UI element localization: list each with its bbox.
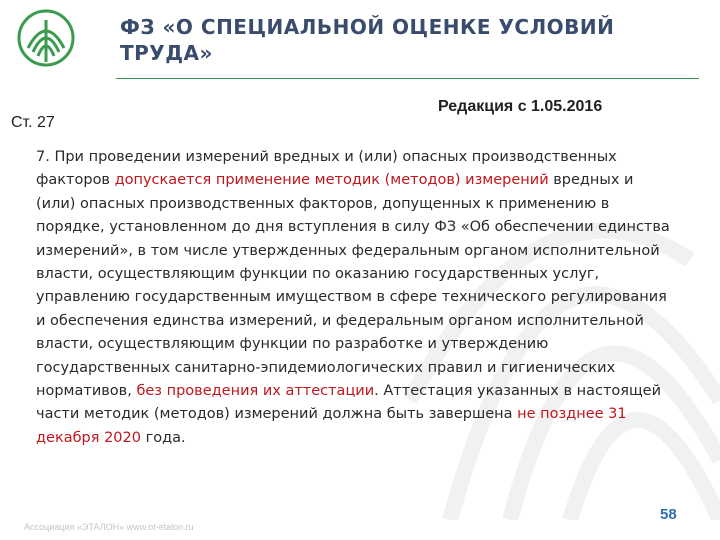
page-number: 58 (660, 506, 677, 523)
body-segment: . Аттестация указанных в настоящей части методик (методов) измерений должна быть завершена (36, 383, 662, 423)
title-divider (116, 78, 699, 79)
body-segment: 7. При проведении измерений вредных и (или) опасных производственных факторов (36, 149, 617, 189)
body-segment: вредных и (или) опасных производственных факторов, допущенных к применению в порядке, установленном до дня вступления в силу ФЗ «Об обеспечении единства измерений», в том числе утвержденных федеральным органом исполнительной власти, осуществляющим функции по оказанию государственных услуг, управлению государственным имуществом в сфере технического регулирования и обеспечения единства измерений, и федеральным органом исполнительной власти, осуществляющим функции по разработке и утверждению государственных санитарно-эпидемиологических правил и гигиенических нормативов, (36, 172, 670, 400)
footer-association-text: Ассоциация «ЭТАЛОН» www.ot-etalon.ru (24, 522, 194, 532)
highlighted-phrase: без проведения их аттестации (136, 383, 375, 400)
body-segment: года. (140, 429, 186, 446)
edition-label: Редакция с 1.05.2016 (438, 98, 603, 115)
page-title: ФЗ «О СПЕЦИАЛЬНОЙ ОЦЕНКЕ УСЛОВИЙ ТРУДА» (120, 15, 615, 65)
highlighted-phrase: допускается применение методик (методов) измерений (114, 172, 549, 189)
article-label: Ст. 27 (11, 114, 55, 131)
article-body-text (36, 146, 676, 450)
leaf-globe-logo-icon (16, 8, 76, 68)
highlighted-phrase: не позднее 31 декабря 2020 (36, 406, 627, 446)
